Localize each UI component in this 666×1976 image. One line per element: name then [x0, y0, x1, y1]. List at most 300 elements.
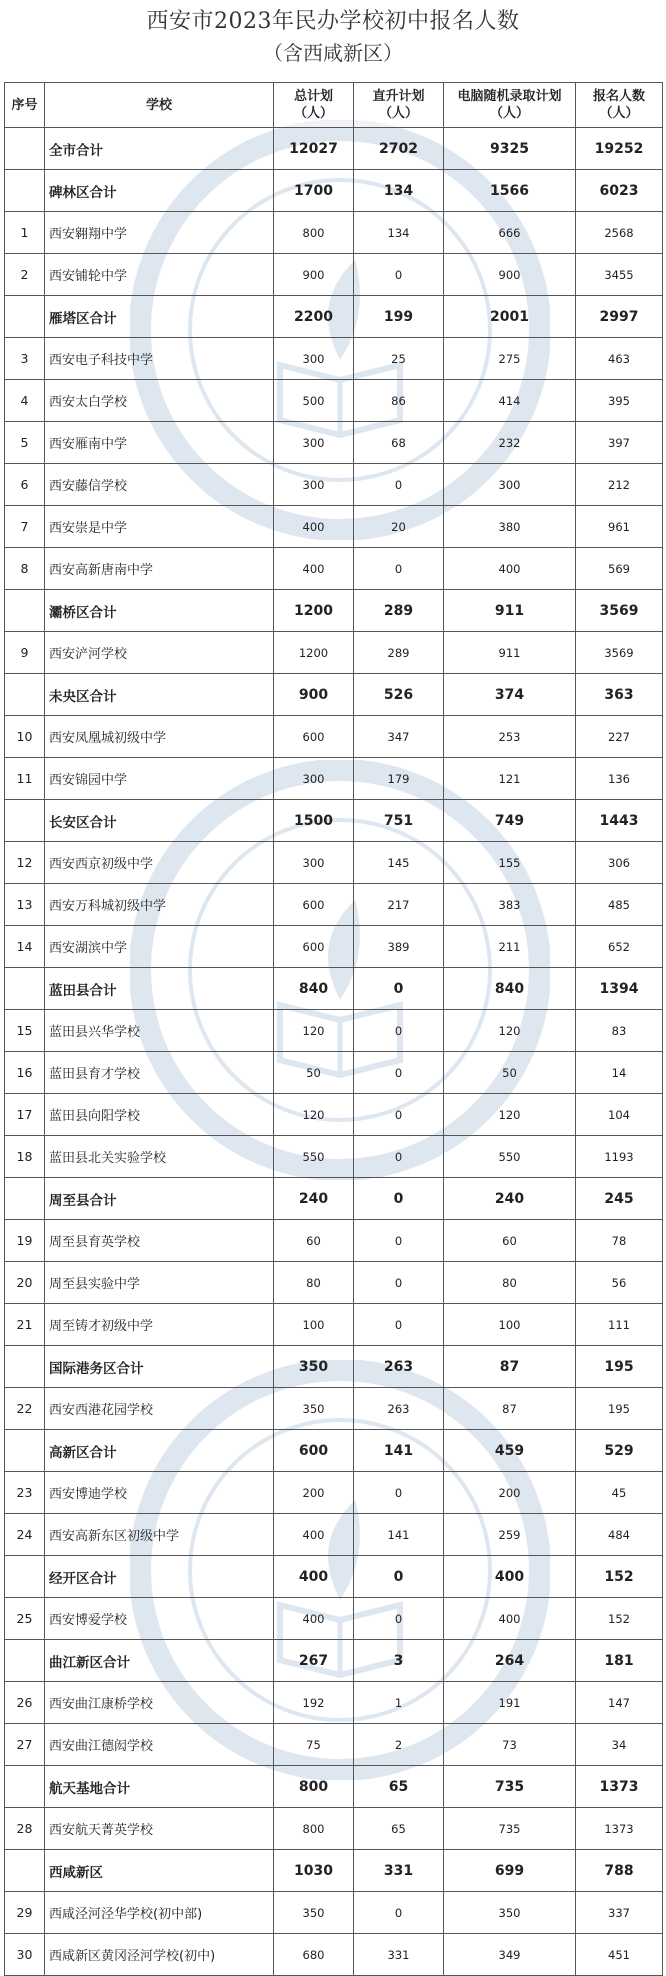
cell-school: 西安太白学校	[45, 380, 274, 422]
cell-school: 未央区合计	[45, 674, 274, 716]
cell-applicants: 1443	[576, 800, 663, 842]
cell-applicants: 484	[576, 1514, 663, 1556]
cell-no: 9	[5, 632, 45, 674]
table-row	[5, 1010, 663, 1052]
cell-total: 400	[274, 506, 354, 548]
cell-no	[5, 968, 45, 1010]
table-row	[5, 464, 663, 506]
cell-no: 3	[5, 338, 45, 380]
cell-applicants: 34	[576, 1724, 663, 1766]
cell-school: 西咸新区黄冈泾河学校(初中)	[45, 1934, 274, 1976]
cell-total: 500	[274, 380, 354, 422]
cell-total: 2200	[274, 296, 354, 338]
cell-no: 27	[5, 1724, 45, 1766]
cell-school: 周至县育英学校	[45, 1220, 274, 1262]
cell-no: 5	[5, 422, 45, 464]
table-row	[5, 1682, 663, 1724]
table-row-subtotal	[5, 1556, 663, 1598]
table-row	[5, 842, 663, 884]
table-row-subtotal	[5, 1346, 663, 1388]
cell-direct: 0	[354, 968, 444, 1010]
cell-random: 911	[444, 632, 576, 674]
table-row	[5, 884, 663, 926]
cell-school: 西安万科城初级中学	[45, 884, 274, 926]
cell-random: 2001	[444, 296, 576, 338]
table-row	[5, 1304, 663, 1346]
table-row-subtotal	[5, 1430, 663, 1472]
cell-applicants: 245	[576, 1178, 663, 1220]
table-row	[5, 254, 663, 296]
cell-random: 350	[444, 1892, 576, 1934]
cell-random: 735	[444, 1808, 576, 1850]
cell-school: 雁塔区合计	[45, 296, 274, 338]
cell-direct: 65	[354, 1808, 444, 1850]
table-row-subtotal	[5, 1850, 663, 1892]
cell-no	[5, 590, 45, 632]
table-row	[5, 1598, 663, 1640]
cell-direct: 86	[354, 380, 444, 422]
cell-no: 26	[5, 1682, 45, 1724]
cell-school: 蓝田县合计	[45, 968, 274, 1010]
cell-no	[5, 1640, 45, 1682]
cell-random: 9325	[444, 128, 576, 170]
cell-school: 全市合计	[45, 128, 274, 170]
cell-random: 900	[444, 254, 576, 296]
cell-random: 120	[444, 1010, 576, 1052]
cell-direct: 141	[354, 1430, 444, 1472]
cell-total: 800	[274, 1808, 354, 1850]
cell-direct: 134	[354, 170, 444, 212]
cell-no: 15	[5, 1010, 45, 1052]
cell-total: 80	[274, 1262, 354, 1304]
cell-applicants: 19252	[576, 128, 663, 170]
cell-direct: 289	[354, 590, 444, 632]
cell-direct: 0	[354, 1598, 444, 1640]
cell-random: 1566	[444, 170, 576, 212]
cell-total: 600	[274, 1430, 354, 1472]
cell-total: 840	[274, 968, 354, 1010]
cell-random: 349	[444, 1934, 576, 1976]
cell-total: 350	[274, 1388, 354, 1430]
cell-random: 240	[444, 1178, 576, 1220]
cell-applicants: 3569	[576, 590, 663, 632]
cell-random: 550	[444, 1136, 576, 1178]
cell-no	[5, 1346, 45, 1388]
cell-direct: 263	[354, 1346, 444, 1388]
cell-random: 400	[444, 1556, 576, 1598]
table-row	[5, 1094, 663, 1136]
cell-school: 西安湖滨中学	[45, 926, 274, 968]
cell-direct: 0	[354, 1136, 444, 1178]
table-row	[5, 1514, 663, 1556]
table-row-subtotal	[5, 800, 663, 842]
cell-random: 666	[444, 212, 576, 254]
cell-school: 西安博迪学校	[45, 1472, 274, 1514]
cell-no	[5, 1556, 45, 1598]
cell-direct: 1	[354, 1682, 444, 1724]
cell-direct: 2702	[354, 128, 444, 170]
cell-total: 350	[274, 1346, 354, 1388]
table-row-subtotal	[5, 170, 663, 212]
cell-direct: 0	[354, 464, 444, 506]
cell-applicants: 395	[576, 380, 663, 422]
cell-applicants: 6023	[576, 170, 663, 212]
cell-total: 1200	[274, 590, 354, 632]
cell-school: 蓝田县向阳学校	[45, 1094, 274, 1136]
cell-total: 100	[274, 1304, 354, 1346]
cell-direct: 25	[354, 338, 444, 380]
cell-direct: 68	[354, 422, 444, 464]
table-row	[5, 1262, 663, 1304]
cell-random: 840	[444, 968, 576, 1010]
table-row	[5, 1472, 663, 1514]
table-row	[5, 212, 663, 254]
table-row-subtotal	[5, 674, 663, 716]
cell-no: 25	[5, 1598, 45, 1640]
cell-random: 275	[444, 338, 576, 380]
table-row	[5, 1724, 663, 1766]
cell-direct: 289	[354, 632, 444, 674]
header-direct: 直升计划（人）	[354, 83, 444, 128]
table-row	[5, 758, 663, 800]
cell-direct: 145	[354, 842, 444, 884]
cell-direct: 526	[354, 674, 444, 716]
cell-random: 414	[444, 380, 576, 422]
cell-random: 400	[444, 548, 576, 590]
cell-no: 29	[5, 1892, 45, 1934]
cell-total: 600	[274, 716, 354, 758]
cell-no: 2	[5, 254, 45, 296]
cell-total: 300	[274, 464, 354, 506]
cell-direct: 0	[354, 1262, 444, 1304]
header-total: 总计划（人）	[274, 83, 354, 128]
cell-total: 1700	[274, 170, 354, 212]
cell-applicants: 485	[576, 884, 663, 926]
cell-school: 西咸泾河泾华学校(初中部)	[45, 1892, 274, 1934]
header-random: 电脑随机录取计划（人）	[444, 83, 576, 128]
cell-applicants: 181	[576, 1640, 663, 1682]
cell-direct: 20	[354, 506, 444, 548]
cell-total: 1030	[274, 1850, 354, 1892]
cell-total: 600	[274, 926, 354, 968]
cell-total: 192	[274, 1682, 354, 1724]
table-row-subtotal	[5, 296, 663, 338]
cell-no: 16	[5, 1052, 45, 1094]
cell-random: 211	[444, 926, 576, 968]
table-row	[5, 926, 663, 968]
table-header-row	[5, 83, 663, 128]
table-row	[5, 1388, 663, 1430]
cell-applicants: 463	[576, 338, 663, 380]
cell-school: 西安博爱学校	[45, 1598, 274, 1640]
cell-applicants: 3455	[576, 254, 663, 296]
cell-no	[5, 1430, 45, 1472]
cell-random: 80	[444, 1262, 576, 1304]
cell-no: 11	[5, 758, 45, 800]
cell-school: 西安雁南中学	[45, 422, 274, 464]
cell-total: 60	[274, 1220, 354, 1262]
cell-no: 19	[5, 1220, 45, 1262]
table-row	[5, 632, 663, 674]
cell-applicants: 652	[576, 926, 663, 968]
cell-random: 120	[444, 1094, 576, 1136]
table-row	[5, 380, 663, 422]
cell-school: 西安西京初级中学	[45, 842, 274, 884]
cell-school: 经开区合计	[45, 1556, 274, 1598]
cell-school: 西咸新区	[45, 1850, 274, 1892]
cell-total: 200	[274, 1472, 354, 1514]
cell-total: 75	[274, 1724, 354, 1766]
cell-random: 749	[444, 800, 576, 842]
cell-no: 12	[5, 842, 45, 884]
cell-applicants: 195	[576, 1346, 663, 1388]
cell-applicants: 227	[576, 716, 663, 758]
cell-random: 87	[444, 1388, 576, 1430]
cell-random: 155	[444, 842, 576, 884]
cell-random: 380	[444, 506, 576, 548]
cell-school: 西安铺轮中学	[45, 254, 274, 296]
cell-school: 灞桥区合计	[45, 590, 274, 632]
cell-random: 383	[444, 884, 576, 926]
page-title: 西安市2023年民办学校初中报名人数	[146, 9, 520, 34]
cell-random: 253	[444, 716, 576, 758]
cell-random: 699	[444, 1850, 576, 1892]
cell-total: 800	[274, 212, 354, 254]
cell-direct: 141	[354, 1514, 444, 1556]
cell-applicants: 529	[576, 1430, 663, 1472]
cell-direct: 0	[354, 1094, 444, 1136]
cell-direct: 0	[354, 1220, 444, 1262]
cell-no: 1	[5, 212, 45, 254]
cell-direct: 179	[354, 758, 444, 800]
cell-direct: 347	[354, 716, 444, 758]
cell-applicants: 1373	[576, 1808, 663, 1850]
table-row	[5, 338, 663, 380]
cell-applicants: 1394	[576, 968, 663, 1010]
cell-applicants: 397	[576, 422, 663, 464]
title-block	[0, 0, 666, 82]
cell-applicants: 152	[576, 1556, 663, 1598]
cell-applicants: 961	[576, 506, 663, 548]
cell-total: 350	[274, 1892, 354, 1934]
cell-applicants: 306	[576, 842, 663, 884]
cell-random: 121	[444, 758, 576, 800]
cell-total: 400	[274, 1514, 354, 1556]
cell-total: 600	[274, 884, 354, 926]
cell-random: 232	[444, 422, 576, 464]
cell-school: 西安翱翔中学	[45, 212, 274, 254]
cell-total: 120	[274, 1010, 354, 1052]
cell-school: 曲江新区合计	[45, 1640, 274, 1682]
cell-no: 7	[5, 506, 45, 548]
cell-school: 蓝田县北关实验学校	[45, 1136, 274, 1178]
cell-applicants: 451	[576, 1934, 663, 1976]
cell-school: 蓝田县育才学校	[45, 1052, 274, 1094]
header-school: 学校	[45, 83, 274, 128]
cell-school: 西安曲江德闳学校	[45, 1724, 274, 1766]
cell-no	[5, 1178, 45, 1220]
table-row	[5, 548, 663, 590]
cell-total: 400	[274, 548, 354, 590]
cell-total: 50	[274, 1052, 354, 1094]
cell-total: 300	[274, 338, 354, 380]
cell-school: 西安崇是中学	[45, 506, 274, 548]
cell-applicants: 363	[576, 674, 663, 716]
cell-school: 西安浐河学校	[45, 632, 274, 674]
cell-no	[5, 674, 45, 716]
cell-no: 14	[5, 926, 45, 968]
cell-applicants: 14	[576, 1052, 663, 1094]
cell-random: 87	[444, 1346, 576, 1388]
cell-no: 30	[5, 1934, 45, 1976]
cell-random: 50	[444, 1052, 576, 1094]
cell-no	[5, 128, 45, 170]
cell-no: 8	[5, 548, 45, 590]
cell-no: 17	[5, 1094, 45, 1136]
table-row-subtotal	[5, 1766, 663, 1808]
cell-no: 4	[5, 380, 45, 422]
table-row	[5, 422, 663, 464]
cell-school: 长安区合计	[45, 800, 274, 842]
cell-direct: 134	[354, 212, 444, 254]
cell-school: 西安高新东区初级中学	[45, 1514, 274, 1556]
cell-random: 73	[444, 1724, 576, 1766]
table-row	[5, 716, 663, 758]
cell-total: 900	[274, 254, 354, 296]
table-body	[5, 128, 663, 1976]
table-row	[5, 1934, 663, 1976]
cell-total: 12027	[274, 128, 354, 170]
table-row	[5, 1052, 663, 1094]
cell-no	[5, 1766, 45, 1808]
cell-applicants: 3569	[576, 632, 663, 674]
cell-random: 374	[444, 674, 576, 716]
page-subtitle: （含西咸新区）	[263, 41, 403, 65]
cell-random: 191	[444, 1682, 576, 1724]
cell-total: 400	[274, 1598, 354, 1640]
header-applicants: 报名人数（人）	[576, 83, 663, 128]
cell-applicants: 136	[576, 758, 663, 800]
cell-no	[5, 170, 45, 212]
cell-random: 300	[444, 464, 576, 506]
cell-applicants: 569	[576, 548, 663, 590]
cell-total: 300	[274, 842, 354, 884]
cell-direct: 0	[354, 548, 444, 590]
cell-total: 300	[274, 758, 354, 800]
table-row-subtotal	[5, 1640, 663, 1682]
cell-random: 259	[444, 1514, 576, 1556]
cell-direct: 331	[354, 1934, 444, 1976]
cell-no: 13	[5, 884, 45, 926]
table-row-subtotal	[5, 968, 663, 1010]
cell-no: 23	[5, 1472, 45, 1514]
cell-total: 1200	[274, 632, 354, 674]
cell-direct: 3	[354, 1640, 444, 1682]
cell-random: 200	[444, 1472, 576, 1514]
cell-direct: 389	[354, 926, 444, 968]
cell-applicants: 45	[576, 1472, 663, 1514]
cell-random: 264	[444, 1640, 576, 1682]
cell-total: 120	[274, 1094, 354, 1136]
cell-applicants: 147	[576, 1682, 663, 1724]
cell-total: 800	[274, 1766, 354, 1808]
cell-applicants: 78	[576, 1220, 663, 1262]
cell-applicants: 195	[576, 1388, 663, 1430]
cell-no: 18	[5, 1136, 45, 1178]
table-row-subtotal	[5, 128, 663, 170]
enrollment-table	[4, 82, 663, 1976]
cell-direct: 217	[354, 884, 444, 926]
cell-no	[5, 1850, 45, 1892]
cell-school: 国际港务区合计	[45, 1346, 274, 1388]
table-row	[5, 1136, 663, 1178]
cell-direct: 331	[354, 1850, 444, 1892]
cell-applicants: 56	[576, 1262, 663, 1304]
cell-direct: 0	[354, 254, 444, 296]
cell-direct: 0	[354, 1892, 444, 1934]
table-row-subtotal	[5, 1178, 663, 1220]
header-no: 序号	[5, 83, 45, 128]
cell-total: 680	[274, 1934, 354, 1976]
cell-random: 400	[444, 1598, 576, 1640]
cell-applicants: 83	[576, 1010, 663, 1052]
cell-school: 蓝田县兴华学校	[45, 1010, 274, 1052]
cell-school: 碑林区合计	[45, 170, 274, 212]
cell-applicants: 212	[576, 464, 663, 506]
table-row	[5, 506, 663, 548]
table-row	[5, 1892, 663, 1934]
cell-no: 22	[5, 1388, 45, 1430]
cell-direct: 199	[354, 296, 444, 338]
cell-applicants: 111	[576, 1304, 663, 1346]
cell-school: 周至县合计	[45, 1178, 274, 1220]
cell-direct: 0	[354, 1010, 444, 1052]
cell-total: 550	[274, 1136, 354, 1178]
cell-applicants: 104	[576, 1094, 663, 1136]
cell-no: 28	[5, 1808, 45, 1850]
cell-school: 西安高新唐南中学	[45, 548, 274, 590]
table-row-subtotal	[5, 590, 663, 632]
cell-direct: 0	[354, 1556, 444, 1598]
cell-school: 高新区合计	[45, 1430, 274, 1472]
cell-no: 20	[5, 1262, 45, 1304]
cell-no	[5, 800, 45, 842]
cell-school: 西安西港花园学校	[45, 1388, 274, 1430]
cell-school: 西安电子科技中学	[45, 338, 274, 380]
cell-applicants: 2997	[576, 296, 663, 338]
cell-direct: 751	[354, 800, 444, 842]
cell-applicants: 1373	[576, 1766, 663, 1808]
cell-school: 周至县实验中学	[45, 1262, 274, 1304]
cell-no	[5, 296, 45, 338]
cell-direct: 0	[354, 1472, 444, 1514]
cell-school: 西安凤凰城初级中学	[45, 716, 274, 758]
cell-no: 10	[5, 716, 45, 758]
cell-school: 西安藤信学校	[45, 464, 274, 506]
cell-total: 900	[274, 674, 354, 716]
cell-school: 西安航天菁英学校	[45, 1808, 274, 1850]
cell-direct: 65	[354, 1766, 444, 1808]
cell-direct: 0	[354, 1178, 444, 1220]
cell-applicants: 337	[576, 1892, 663, 1934]
cell-random: 735	[444, 1766, 576, 1808]
table-row	[5, 1220, 663, 1262]
cell-random: 459	[444, 1430, 576, 1472]
cell-direct: 2	[354, 1724, 444, 1766]
cell-school: 西安曲江康桥学校	[45, 1682, 274, 1724]
cell-no: 21	[5, 1304, 45, 1346]
cell-total: 300	[274, 422, 354, 464]
